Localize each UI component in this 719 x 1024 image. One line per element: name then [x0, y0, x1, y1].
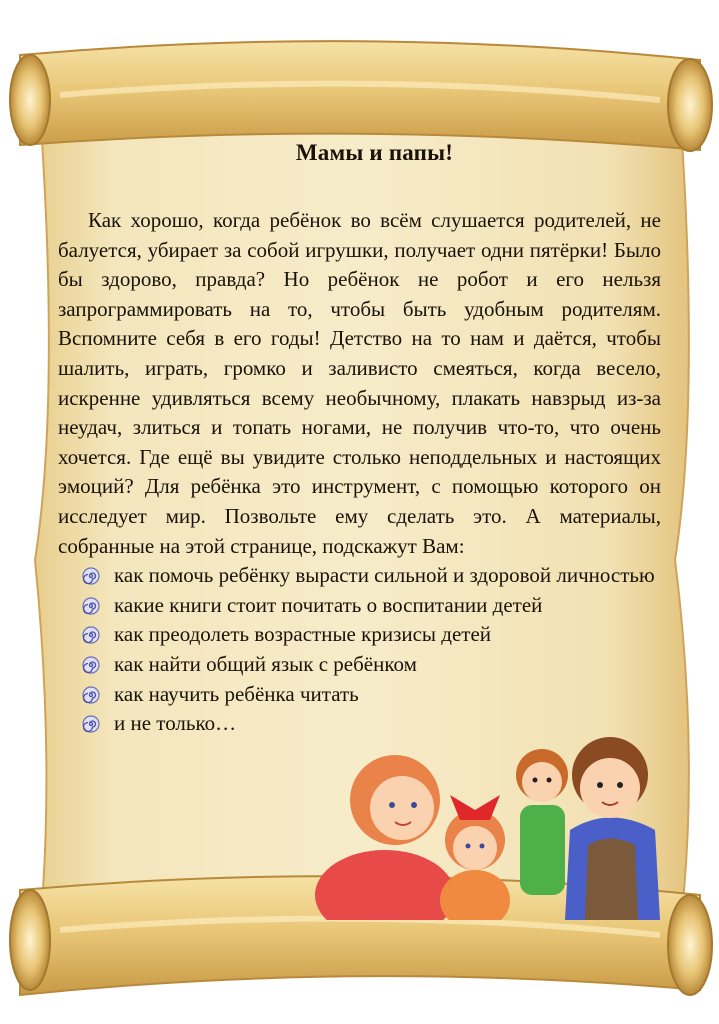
- list-item: [82, 650, 661, 680]
- spiral-bullet-icon: [82, 626, 100, 644]
- list-item-text: как преодолеть возрастные кризисы детей: [114, 622, 492, 647]
- list-item-text: и не только…: [114, 711, 237, 736]
- spiral-bullet-icon: [82, 597, 100, 615]
- list-item: [82, 680, 661, 710]
- list-item-text: какие книги стоит почитать о воспитании детей: [114, 592, 543, 617]
- page-title: Мамы и папы!: [295, 140, 454, 165]
- list-item-text: как помочь ребёнку вырасти сильной и здоровой личностью: [114, 563, 655, 588]
- list-item-text: как научить ребёнка читать: [114, 681, 359, 706]
- list-item: [82, 620, 661, 650]
- topics-list: [58, 561, 661, 739]
- list-item: [82, 591, 661, 621]
- spiral-bullet-icon: [82, 686, 100, 704]
- family-illustration: [310, 720, 690, 920]
- list-item: [82, 709, 661, 739]
- spiral-bullet-icon: [82, 715, 100, 733]
- list-item-text: как найти общий язык с ребёнком: [114, 651, 417, 676]
- list-item: [82, 561, 661, 591]
- intro-paragraph: Как хорошо, когда ребёнок во всём слушается родителей, не балуется, убирает за собой игрушки, получает одни пятёрки! Было бы здорово, правда? Но ребёнок не робот и его нельзя запрограммировать на то, чтобы быть удобным родителям. Вспомните себя в его годы! Детство на то нам и даётся, чтобы шалить, играть, громко и заливисто смеяться, когда весело, искренне удивляться всему необычному, плакать навзрыд из-за неудач, злиться и топать ногами, не получив что-то, что очень хочется. Где ещё вы увидите столько неподдельных и настоящих эмоций? Для ребёнка это инструмент, с помощью которого он исследует мир. Позвольте ему сделать это. А материалы, собранные на этой странице, подскажут Вам:: [58, 208, 661, 558]
- spiral-bullet-icon: [82, 567, 100, 585]
- letter-content: [58, 140, 661, 739]
- spiral-bullet-icon: [82, 656, 100, 674]
